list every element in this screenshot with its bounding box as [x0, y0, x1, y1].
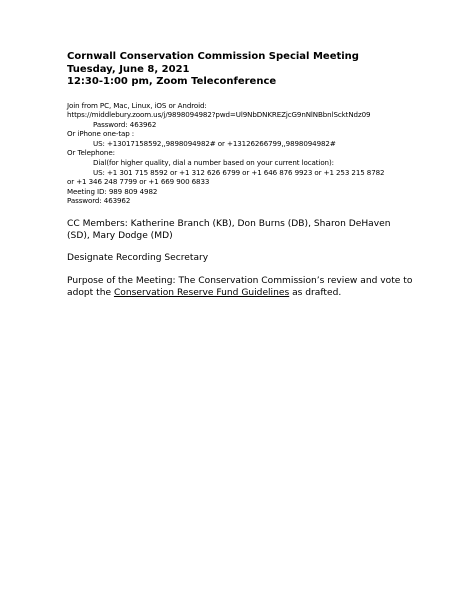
purpose-text-end: as drafted. [289, 287, 342, 298]
agenda-item-secretary: Designate Recording Secretary [67, 253, 209, 264]
document-content [67, 51, 457, 299]
purpose-text: Purpose of the Meeting: The Conservation Commission’s review and vote to adopt the [67, 275, 413, 298]
join-password: Password: 463962 [93, 119, 157, 129]
zoom-details [67, 101, 457, 207]
join-url[interactable]: https://middlebury.zoom.us/j/9898094982?pwd=Ul9NbDNKREZjcG9nNlNBbnlScktNdz09 [67, 110, 371, 120]
join-label: Join from PC, Mac, Linux, iOS or Android: [67, 100, 207, 110]
meeting-purpose [67, 275, 422, 299]
dial-instruction: Dial(for higher quality, dial a number based on your current location): [93, 158, 334, 168]
meeting-date: Tuesday, June 8, 2021 [67, 63, 190, 75]
iphone-label: Or iPhone one-tap : [67, 129, 135, 139]
more-dial-numbers: or +1 346 248 7799 or +1 669 900 6833 [67, 177, 210, 187]
meeting-heading [67, 51, 457, 89]
meeting-time: 12:30-1:00 pm, Zoom Teleconference [67, 76, 277, 87]
cc-members: CC Members: Katherine Branch (KB), Don Burns (DB), Sharon DeHaven (SD), Mary Dodge (MD) [67, 219, 391, 242]
guidelines-link[interactable]: Conservation Reserve Fund Guidelines [113, 287, 290, 298]
iphone-numbers: US: +13017158592,,9898094982# or +13126266799,,9898094982# [93, 138, 336, 148]
meeting-title: Cornwall Conservation Commission Special Meeting [67, 51, 359, 62]
us-dial-numbers: US: +1 301 715 8592 or +1 312 626 6799 or +1 646 876 9923 or +1 253 215 8782 [93, 167, 385, 177]
meeting-id: Meeting ID: 989 809 4982 [67, 186, 158, 196]
telephone-label: Or Telephone: [67, 148, 115, 158]
meeting-password: Password: 463962 [67, 196, 131, 206]
